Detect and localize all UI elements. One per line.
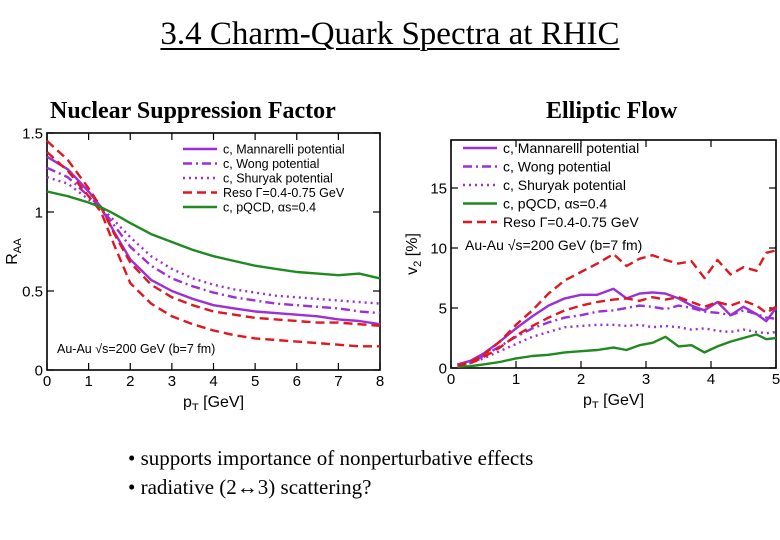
y-tick-label: 0 [438, 360, 447, 378]
x-tick-label: 3 [167, 373, 177, 390]
v2-panel-label: Elliptic Flow [546, 98, 678, 124]
x-axis-label: $p_T$ [GeV] [182, 394, 245, 410]
x-tick-label: 5 [250, 373, 260, 390]
x-tick-label: 8 [375, 373, 385, 390]
x-tick-label: 5 [771, 371, 780, 388]
x-tick-label: 4 [209, 373, 218, 390]
slide-title-text: 3.4 Charm-Quark Spectra at RHIC [160, 16, 620, 52]
plot-annotation: Au-Au √s=200 GeV (b=7 fm) [465, 237, 643, 253]
bullet-item: • radiative (2↔3) scattering? [128, 475, 372, 499]
v2-chart [403, 136, 780, 408]
y-tick-label: 0.5 [22, 283, 43, 301]
y-axis-label: $R_{AA}$ [4, 238, 24, 265]
legend-label: c, Mannarelli potential [223, 142, 345, 157]
y-axis-label: $v_2$ [%] [404, 233, 424, 275]
plot-annotation: Au-Au √s=200 GeV (b=7 fm) [57, 342, 216, 356]
legend-label: c, Wong potential [223, 156, 320, 171]
bullet-item: • supports importance of nonperturbative effects [128, 446, 534, 470]
x-tick-label: 6 [292, 373, 301, 390]
y-tick-label: 1 [34, 204, 43, 222]
raa-panel-label: Nuclear Suppression Factor [50, 98, 336, 124]
legend-label: Reso Γ=0.4-0.75 GeV [503, 213, 639, 230]
bullet-list [128, 444, 533, 502]
legend-label: c, pQCD, αs=0.4 [503, 195, 608, 212]
x-tick-label: 1 [84, 373, 93, 390]
y-tick-label: 5 [438, 300, 447, 318]
x-tick-label: 7 [334, 373, 343, 390]
x-axis-label: $p_T$ [GeV] [582, 392, 645, 408]
plot-frame [451, 140, 776, 368]
legend-label: c, Mannarelli potential [503, 139, 640, 156]
x-tick-label: 2 [126, 373, 135, 390]
raa-chart [3, 127, 385, 410]
series-line-5 [47, 192, 380, 279]
series-line-3 [458, 334, 777, 366]
series-line-5 [458, 297, 777, 365]
x-tick-label: 2 [576, 371, 586, 388]
y-tick-label: 10 [430, 240, 447, 258]
legend-label: Reso Γ=0.4-0.75 GeV [223, 185, 345, 200]
v2-chart-panel [403, 136, 780, 408]
x-tick-label: 0 [42, 373, 52, 390]
x-tick-label: 1 [511, 371, 521, 388]
x-tick-label: 4 [706, 371, 716, 388]
legend-label: c, pQCD, αs=0.4 [223, 200, 317, 215]
raa-chart-panel [3, 127, 385, 410]
series-line-3 [47, 141, 380, 326]
y-tick-label: 1.5 [22, 127, 43, 143]
legend-label: c, Wong potential [503, 158, 611, 175]
y-tick-label: 15 [430, 180, 447, 198]
x-tick-label: 3 [641, 371, 651, 388]
legend-label: c, Shuryak potential [503, 176, 626, 193]
x-tick-label: 0 [446, 371, 456, 388]
legend-label: c, Shuryak potential [223, 171, 333, 186]
plot-frame [47, 133, 380, 370]
y-tick-label: 0 [34, 362, 43, 380]
slide-title [0, 16, 780, 53]
series-line-2 [458, 325, 777, 366]
